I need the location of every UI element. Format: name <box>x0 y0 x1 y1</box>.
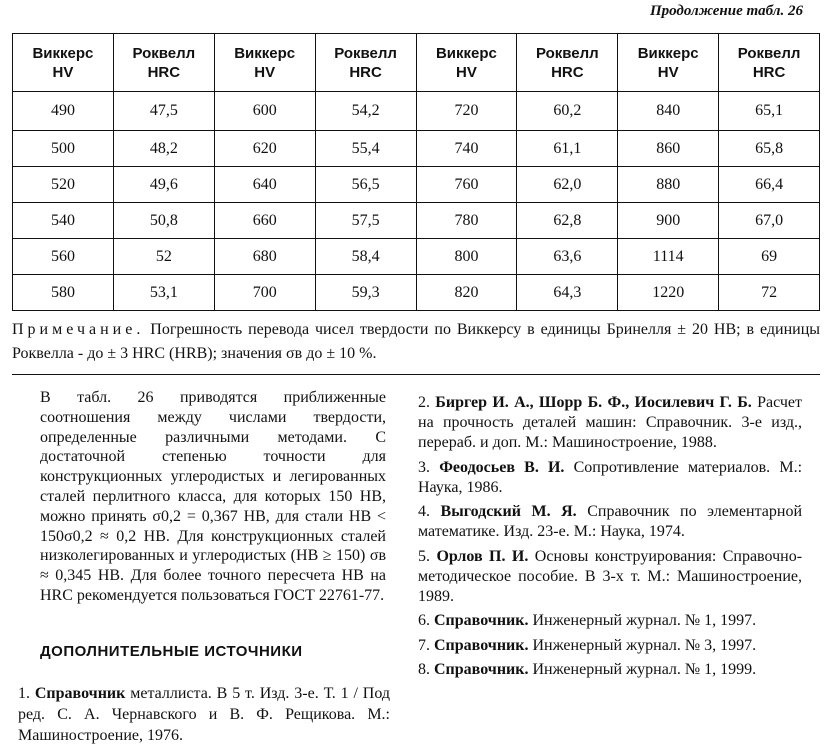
table-cell: 64,3 <box>517 275 618 311</box>
table-cell: 660 <box>214 203 315 239</box>
table-cell: 50,8 <box>113 203 214 239</box>
table-cell: 820 <box>416 275 517 311</box>
table-header-row <box>13 34 820 92</box>
table-cell: 63,6 <box>517 239 618 275</box>
table-row <box>13 167 820 203</box>
table-cell: 49,6 <box>113 167 214 203</box>
table-cell: 700 <box>214 275 315 311</box>
hardness-conversion-table <box>12 33 820 311</box>
header-unit: HV <box>657 63 679 81</box>
reference-text: Инженерный журнал. № 1, 1999. <box>532 661 757 678</box>
header-cell <box>214 34 315 92</box>
reference-number: 7. <box>418 636 430 654</box>
reference-author: Выгодский М. Я. <box>440 503 577 520</box>
table-cell: 500 <box>13 131 114 167</box>
table-cell: 1220 <box>618 275 719 311</box>
reference-author: Биргер И. А., Шорр Б. Ф., Иосилевич Г. Б. <box>435 394 752 411</box>
header-label: Виккерс <box>32 44 94 62</box>
table-cell: 47,5 <box>113 92 214 131</box>
table-cell: 580 <box>13 275 114 311</box>
reference-item <box>418 502 802 542</box>
header-label: Виккерс <box>637 44 699 62</box>
reference-text: Инженерный журнал. № 1, 1997. <box>532 612 757 629</box>
table-continuation-caption: Продолжение табл. 26 <box>649 3 803 19</box>
table-row <box>13 239 820 275</box>
table-row <box>13 203 820 239</box>
reference-author: Справочник. <box>434 612 529 629</box>
table-cell: 490 <box>13 92 114 131</box>
table-cell: 58,4 <box>315 239 416 275</box>
table-note <box>12 318 820 366</box>
table-row <box>13 131 820 167</box>
header-unit: HRC <box>349 63 382 81</box>
table-cell: 65,1 <box>719 92 820 131</box>
table-cell: 520 <box>13 167 114 203</box>
table-cell: 860 <box>618 131 719 167</box>
table-cell: 67,0 <box>719 203 820 239</box>
section-divider <box>12 374 820 375</box>
header-cell <box>113 34 214 92</box>
reference-number: 2. <box>418 394 430 411</box>
reference-item <box>418 393 802 453</box>
table-cell: 800 <box>416 239 517 275</box>
table-cell: 780 <box>416 203 517 239</box>
header-cell <box>13 34 114 92</box>
reference-author: Справочник <box>34 685 126 702</box>
header-cell <box>719 34 820 92</box>
body-paragraph <box>40 388 386 606</box>
table-cell: 740 <box>416 131 517 167</box>
reference-item <box>418 547 802 607</box>
table-cell: 62,8 <box>517 203 618 239</box>
reference-number: 3. <box>418 458 430 476</box>
sources-heading: ДОПОЛНИТЕЛЬНЫЕ ИСТОЧНИКИ <box>40 643 303 660</box>
table-cell: 600 <box>214 92 315 131</box>
header-label: Роквелл <box>535 44 599 62</box>
reference-number: 6. <box>418 612 430 629</box>
header-label: Роквелл <box>132 44 196 62</box>
reference-author: Орлов П. И. <box>436 547 529 565</box>
table-row <box>13 275 820 311</box>
reference-text: Сопротивление материалов. М.: Наука, 1986. <box>418 458 803 496</box>
reference-number: 5. <box>418 547 430 565</box>
table-cell: 880 <box>618 167 719 203</box>
table-cell: 72 <box>719 275 820 311</box>
table-cell: 60,2 <box>517 92 618 131</box>
reference-item <box>418 611 802 631</box>
reference-item <box>18 683 390 746</box>
table-cell: 720 <box>416 92 517 131</box>
table-cell: 540 <box>13 203 114 239</box>
header-label: Виккерс <box>435 44 497 62</box>
table-cell: 48,2 <box>113 131 214 167</box>
table-cell: 640 <box>214 167 315 203</box>
body-text: В табл. 26 приводятся приближенные соотношения между числами твердости, определенные различными методами. С достаточной степенью точности для конструкционных углеродистых и легированных сталей перлитного класса, для которых 150 НВ, можно принять σ0,2 = 0,367 НВ, для стали НВ < 150σ0,2 ≈ 0,2 НВ. Для конструкционных сталей низколегированных и углеродистых (НВ ≥ 150) σв ≈ 0,345 НВ. Для более точного пересчета НВ на HRC рекомендуется пользоваться ГОСТ 22761-77. <box>40 389 386 604</box>
reference-item <box>418 636 802 656</box>
reference-item <box>418 660 802 680</box>
table-cell: 620 <box>214 131 315 167</box>
table-cell: 54,2 <box>315 92 416 131</box>
table-cell: 1114 <box>618 239 719 275</box>
header-label: Роквелл <box>334 44 397 62</box>
table-cell: 59,3 <box>315 275 416 311</box>
reference-number: 4. <box>418 503 430 520</box>
header-cell <box>416 34 517 92</box>
header-unit: HV <box>456 63 477 81</box>
table-cell: 760 <box>416 167 517 203</box>
table-cell: 69 <box>719 239 820 275</box>
table-cell: 560 <box>13 239 114 275</box>
note-text: Погрешность перевода чисел твердости по Виккерсу в единицы Бринелля ± 20 НВ; в единицы Роквелла - до ± 3 HRC (HRB); значения σв до ± 10 %. <box>12 321 821 362</box>
note-label: Примечание. <box>12 321 145 338</box>
reference-author: Феодосьев В. И. <box>439 458 565 476</box>
table-cell: 55,4 <box>315 131 416 167</box>
table-cell: 840 <box>618 92 719 131</box>
table-cell: 66,4 <box>719 167 820 203</box>
reference-text: Основы конструирования: Справочно-методическое пособие. В 3-х т. М.: Машиностроение, 1989. <box>418 547 803 605</box>
table-cell: 56,5 <box>315 167 416 203</box>
header-cell <box>517 34 618 92</box>
header-cell <box>315 34 416 92</box>
table-cell: 53,1 <box>113 275 214 311</box>
table-row <box>13 92 820 131</box>
reference-item <box>418 458 802 498</box>
reference-number: 1. <box>18 685 30 702</box>
table-cell: 900 <box>618 203 719 239</box>
reference-text: Справочник по элементарной математике. Изд. 23-е. М.: Наука, 1974. <box>418 503 803 540</box>
header-label: Виккерс <box>234 44 296 62</box>
table-cell: 57,5 <box>315 203 416 239</box>
table-cell: 52 <box>113 239 214 275</box>
header-unit: HV <box>254 63 276 81</box>
header-unit: HRC <box>551 63 584 81</box>
table-cell: 680 <box>214 239 315 275</box>
table-cell: 65,8 <box>719 131 820 167</box>
reference-author: Справочник. <box>434 661 529 678</box>
header-unit: HRC <box>752 63 786 81</box>
reference-number: 8. <box>418 661 430 678</box>
reference-text: Инженерный журнал. № 3, 1997. <box>532 636 757 654</box>
references-list <box>418 393 802 685</box>
table-cell: 62,0 <box>517 167 618 203</box>
header-unit: HV <box>52 63 74 81</box>
reference-text: Расчет на прочность деталей машин: Справочник. 3-е изд., перераб. и доп. М.: Машиностроение, 1988. <box>418 394 802 451</box>
reference-text: металлиста. В 5 т. Изд. 3-е. Т. 1 / Под ред. С. А. Чернавского и В. Ф. Рещикова. М.: Машиностроение, 1976. <box>18 685 391 744</box>
header-cell <box>618 34 719 92</box>
header-unit: HRC <box>147 63 181 81</box>
header-label: Роквелл <box>737 44 801 62</box>
table-cell: 61,1 <box>517 131 618 167</box>
reference-author: Справочник. <box>434 636 529 654</box>
